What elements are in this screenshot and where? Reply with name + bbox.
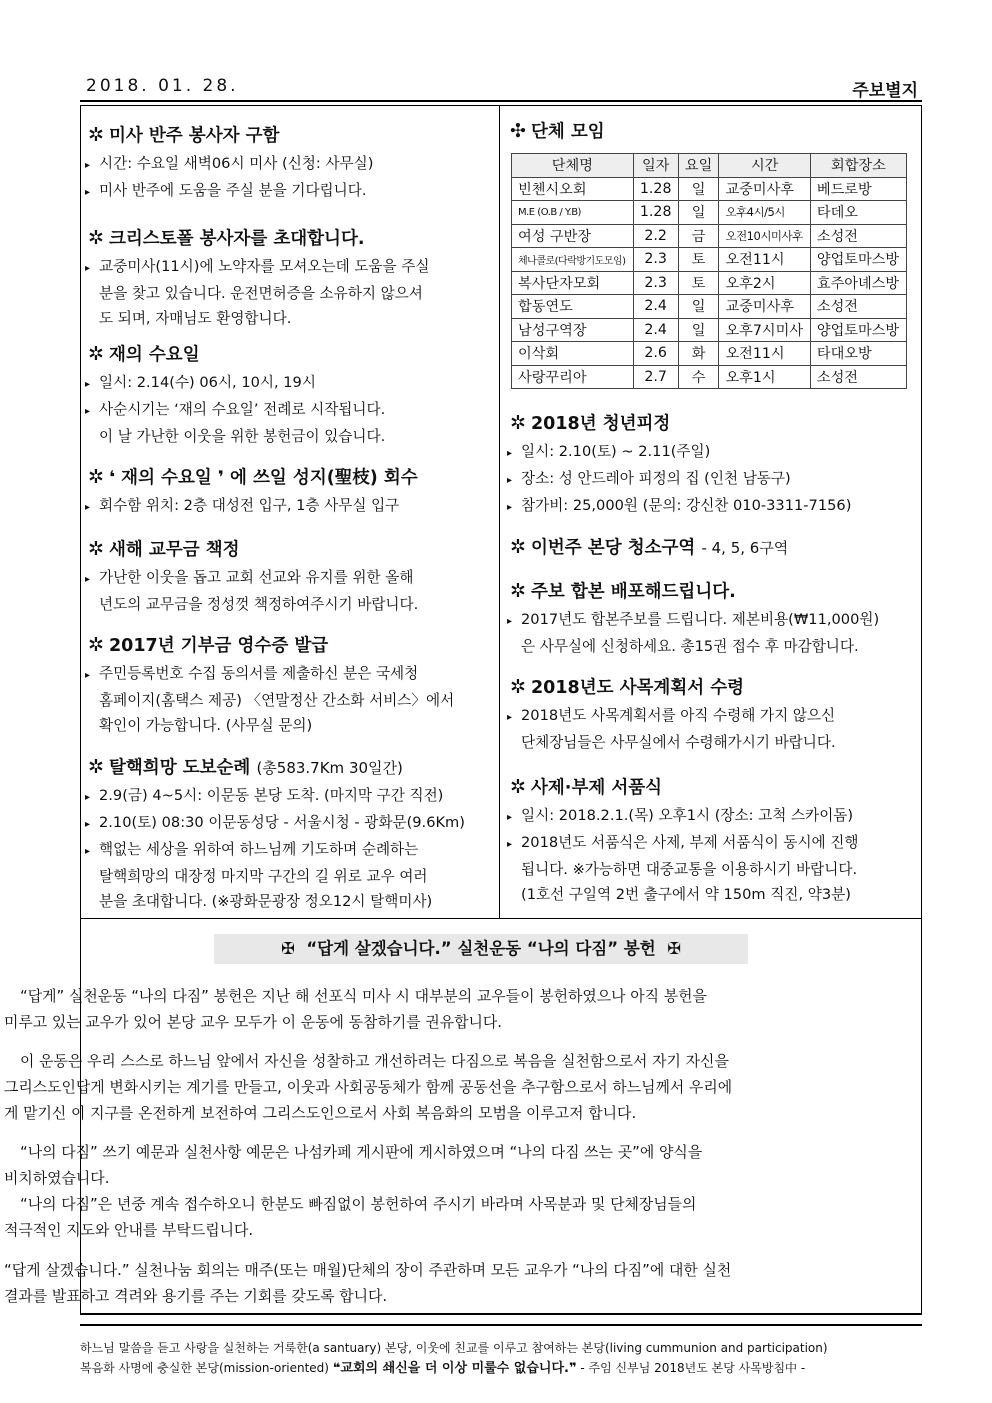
bullet-continuation: 확인이 가능합니다. (사무실 문의) <box>99 717 313 734</box>
table-cell: 효주아녜스방 <box>810 271 906 295</box>
bullet-line: ▸ 장소: 성 안드레아 피정의 집 (인천 남동구) <box>507 466 917 493</box>
bullet-icon: ▸ <box>85 792 91 803</box>
table-cell: 오전11시 <box>719 248 810 272</box>
bullet-icon: ▸ <box>85 670 91 681</box>
table-cell: 타대오방 <box>810 342 906 366</box>
bullet-continuation: 분을 초대합니다. (※광화문광장 정오12시 탈핵미사) <box>99 893 433 910</box>
bullet-continuation: 년도의 교무금을 정성껏 책정하여주시기 바랍니다. <box>99 596 419 613</box>
table-cell: 2.7 <box>633 365 678 389</box>
pledge-paragraph <box>4 983 836 1035</box>
section-star-icon: ✲ <box>88 634 104 656</box>
paragraph-line: 미루고 있는 교우가 있어 본당 교우 모두가 이 운동에 동참하기를 권유합니다. <box>4 1013 502 1031</box>
table-row <box>512 365 907 389</box>
section-title: ✲ 2018년도 사목계획서 수령 <box>507 672 917 703</box>
notice-section <box>85 120 495 205</box>
table-cell: 토 <box>678 271 719 295</box>
table-cell: 합동연도 <box>512 295 634 319</box>
bullet-icon: ▸ <box>85 502 91 513</box>
section-star-icon: ✲ <box>88 124 104 146</box>
table-cell: 체나콜로(다락방기도모임) <box>512 248 634 272</box>
bullet-continuation: 분을 찾고 있습니다. 운전면허증을 소유하지 않으셔 <box>99 285 423 302</box>
section-star-icon: ✲ <box>510 412 526 434</box>
footer-mission: 복음화 사명에 충실한 본당(mission-oriented) ❝교회의 쇄신을 더 이상 미룰수 없습니다.❞ - 주임 신부님 2018년도 본당 사목방침中 - <box>80 1361 806 1376</box>
table-cell: 베드로방 <box>810 177 906 201</box>
bullet-line: ▸ 2.9(금) 4~5시: 이문동 본당 도착. (마지막 구간 직전) <box>85 783 495 810</box>
table-cell: 소성전 <box>810 295 906 319</box>
bulletin-label: 주보별지 <box>852 81 918 101</box>
section-title: ✲ 2018년 청년피정 <box>507 408 917 439</box>
pledge-banner <box>214 934 748 964</box>
section-star-icon: ✲ <box>510 776 526 798</box>
table-cell: 양업토마스방 <box>810 318 906 342</box>
table-cell: 금 <box>678 224 719 248</box>
table-header: 단체명 <box>512 154 634 178</box>
cross-icon: ✠ <box>667 939 681 958</box>
bullet-icon: ▸ <box>85 160 91 171</box>
bullet-icon: ▸ <box>507 712 513 723</box>
bullet-line: ▸ 사순시기는 ‘재의 수요일’ 전례로 시작됩니다. <box>85 397 495 424</box>
paragraph-line: 게 맡기신 이 지구를 온전하게 보전하여 그리스도인으로서 사회 복음화의 모범을 이루고저 합니다. <box>4 1104 637 1122</box>
bullet-icon: ▸ <box>85 846 91 857</box>
section-title: ✲ 이번주 본당 청소구역 - 4, 5, 6구역 <box>507 532 917 563</box>
table-cell: 화 <box>678 342 719 366</box>
pledge-paragraph <box>4 1048 836 1126</box>
section-star-icon: ✲ <box>88 538 104 560</box>
table-row <box>512 248 907 272</box>
cross-icon: ✠ <box>281 939 295 958</box>
bullet-line: ▸ 교중미사(11시)에 노약자를 모셔오는데 도움을 주실 <box>85 254 495 281</box>
notice-section <box>85 752 495 914</box>
footer-emphasis: ❝교회의 쇄신을 더 이상 미룰수 없습니다.❞ <box>332 1361 577 1376</box>
paragraph-line: 적극적인 지도와 안내를 부탁드립니다. <box>4 1221 254 1239</box>
main-content-box <box>80 105 922 919</box>
table-cell: 오후1시 <box>719 365 810 389</box>
bullet-line: ▸ 일시: 2018.2.1.(목) 오후1시 (장소: 고척 스카이돔) <box>507 803 917 830</box>
table-cell: 이삭회 <box>512 342 634 366</box>
section-title: ✲ 사제·부제 서품식 <box>507 772 917 803</box>
table-cell: 토 <box>678 248 719 272</box>
bullet-icon: ▸ <box>85 187 91 198</box>
flower-icon: ✣ <box>510 120 526 142</box>
notice-section <box>85 534 495 617</box>
section-star-icon: ✲ <box>510 580 526 602</box>
bullet-icon: ▸ <box>507 475 513 486</box>
bullet-line: ▸ 핵없는 세상을 위하여 하느님께 기도하며 순례하는 <box>85 837 495 864</box>
bullet-icon: ▸ <box>85 819 91 830</box>
table-cell: 오전10시미사후 <box>719 224 810 248</box>
paragraph-line: “나의 다짐” 쓰기 예문과 실천사항 예문은 나섬카페 게시판에 게시하였으며 “나의 다짐 쓰는 곳”에 양식을 <box>20 1143 703 1161</box>
bullet-line: ▸ 시간: 수요일 새벽06시 미사 (신청: 사무실) <box>85 151 495 178</box>
table-cell: 수 <box>678 365 719 389</box>
table-cell: 빈첸시오회 <box>512 177 634 201</box>
table-cell: 교중미사후 <box>719 177 810 201</box>
section-title: ✣ 단체 모임 <box>507 116 917 147</box>
bullet-line: ▸ 주민등록번호 수집 동의서를 제출하신 분은 국세청 <box>85 661 495 688</box>
notice-section <box>85 630 495 738</box>
table-cell: 오후4시/5시 <box>719 201 810 225</box>
bullet-line: ▸ 미사 반주에 도움을 주실 분을 기다립니다. <box>85 178 495 205</box>
section-star-icon: ✲ <box>510 676 526 698</box>
table-cell: 2.3 <box>633 271 678 295</box>
section-title: ✲ 새해 교무금 책정 <box>85 534 495 565</box>
notice-section <box>507 532 917 563</box>
table-row <box>512 271 907 295</box>
table-cell: 사랑꾸리아 <box>512 365 634 389</box>
table-cell: 일 <box>678 177 719 201</box>
page-footer <box>80 1324 922 1379</box>
bullet-line: ▸ 2018년도 서품식은 사제, 부제 서품식이 동시에 진행 <box>507 830 917 857</box>
table-cell: 2.4 <box>633 318 678 342</box>
bullet-line: ▸ 일시: 2.10(토) ~ 2.11(주일) <box>507 439 917 466</box>
page-header <box>80 74 922 102</box>
paragraph-line: 비치하였습니다. <box>4 1169 110 1187</box>
table-cell: M.E (O.B / Y.B) <box>512 201 634 225</box>
bullet-continuation: 홈페이지(홈택스 제공) 〈연말정산 간소화 서비스〉에서 <box>99 692 455 709</box>
notice-section <box>507 672 917 755</box>
pledge-paragraph <box>4 1257 836 1309</box>
table-cell: 2.2 <box>633 224 678 248</box>
table-header: 요일 <box>678 154 719 178</box>
paragraph-line: 그리스도인답게 변화시키는 계기를 만들고, 이웃과 사회공동체가 함께 공동선을 추구함으로서 하느님께서 우리에 <box>4 1078 733 1096</box>
groups-section <box>507 116 917 389</box>
table-row <box>512 224 907 248</box>
section-title: ✲ 크리스토폴 봉사자를 초대합니다. <box>85 223 495 254</box>
bullet-icon: ▸ <box>85 574 91 585</box>
bullet-line: ▸ 일시: 2.14(수) 06시, 10시, 19시 <box>85 370 495 397</box>
table-cell: 남성구역장 <box>512 318 634 342</box>
notice-section <box>85 223 495 331</box>
bullet-continuation: (1호선 구일역 2번 출구에서 약 150m 직진, 약3분) <box>521 886 851 903</box>
paragraph-line: “나의 다짐”은 년중 계속 접수하오니 한분도 빠짐없이 봉헌하여 주시기 바라며 사목분과 및 단체장님들의 <box>20 1195 697 1213</box>
table-cell: 오후7시미사 <box>719 318 810 342</box>
table-cell: 일 <box>678 295 719 319</box>
table-row <box>512 295 907 319</box>
groups-table <box>511 153 907 389</box>
pledge-paragraph <box>4 1139 836 1243</box>
section-title: ✲ 미사 반주 봉사자 구함 <box>85 120 495 151</box>
section-star-icon: ✲ <box>88 227 104 249</box>
paragraph-line: 결과를 발표하고 격려와 용기를 주는 기회를 갖도록 합니다. <box>4 1287 388 1305</box>
footer-motto: 하느님 말씀을 듣고 사랑을 실천하는 거룩한(a santuary) 본당, 이웃에 친교를 이루고 참여하는 본당(living cummunion and participation) <box>80 1341 828 1355</box>
table-row <box>512 342 907 366</box>
section-star-icon: ✲ <box>88 466 104 488</box>
bullet-icon: ▸ <box>85 406 91 417</box>
notice-section <box>507 408 917 520</box>
table-cell: 타데오 <box>810 201 906 225</box>
section-title: ✲ 재의 수요일 <box>85 339 495 370</box>
bullet-icon: ▸ <box>85 263 91 274</box>
banner-title: “답게 살겠습니다.” 실천운동 “나의 다짐” 봉헌 <box>306 939 656 958</box>
table-cell: 일 <box>678 318 719 342</box>
bullet-icon: ▸ <box>507 616 513 627</box>
bullet-line: ▸ 회수함 위치: 2층 대성전 입구, 1층 사무실 입구 <box>85 493 495 520</box>
bullet-line: ▸ 참가비: 25,000원 (문의: 강신찬 010-3311-7156) <box>507 493 917 520</box>
column-divider <box>499 106 500 918</box>
section-subtitle: - 4, 5, 6구역 <box>701 539 789 557</box>
table-row <box>512 318 907 342</box>
bullet-line: ▸ 2017년도 합본주보를 드립니다. 제본비용(₩11,000원) <box>507 607 917 634</box>
section-star-icon: ✲ <box>88 756 104 778</box>
table-row <box>512 177 907 201</box>
bullet-icon: ▸ <box>507 812 513 823</box>
paragraph-line: 이 운동은 우리 스스로 하느님 앞에서 자신을 성찰하고 개선하려는 다짐으로 복음을 실천함으로서 자기 자신을 <box>20 1052 729 1070</box>
section-title: ✲ 주보 합본 배포해드립니다. <box>507 576 917 607</box>
table-row <box>512 201 907 225</box>
section-title: ✲ 탈핵희망 도보순례 (총583.7Km 30일간) <box>85 752 495 783</box>
notice-section <box>507 576 917 659</box>
bullet-line: ▸ 가난한 이웃을 돕고 교회 선교와 유지를 위한 올해 <box>85 565 495 592</box>
section-title: ✲ ❛ 재의 수요일 ❜ 에 쓰일 성지(聖枝) 회수 <box>85 462 495 493</box>
table-cell: 1.28 <box>633 201 678 225</box>
table-cell: 오전11시 <box>719 342 810 366</box>
table-cell: 소성전 <box>810 365 906 389</box>
bullet-icon: ▸ <box>507 502 513 513</box>
bullet-continuation: 이 날 가난한 이웃을 위한 봉헌금이 있습니다. <box>99 428 386 445</box>
table-cell: 소성전 <box>810 224 906 248</box>
table-cell: 오후2시 <box>719 271 810 295</box>
section-star-icon: ✲ <box>88 343 104 365</box>
table-cell: 2.3 <box>633 248 678 272</box>
bullet-icon: ▸ <box>507 448 513 459</box>
table-cell: 양업토마스방 <box>810 248 906 272</box>
notice-section <box>85 339 495 449</box>
bullet-continuation: 탈핵희망의 대장정 마지막 구간의 길 위로 교우 여러 <box>99 868 428 885</box>
notice-section <box>507 772 917 907</box>
section-title: ✲ 2017년 기부금 영수증 발급 <box>85 630 495 661</box>
bullet-continuation: 단체장님들은 사무실에서 수령해가시기 바랍니다. <box>521 734 836 751</box>
bullet-line: ▸ 2.10(토) 08:30 이문동성당 - 서울시청 - 광화문(9.6Km) <box>85 810 495 837</box>
bullet-continuation: 은 사무실에 신청하세요. 총15권 접수 후 마감합니다. <box>521 638 859 655</box>
table-cell: 2.6 <box>633 342 678 366</box>
table-cell: 교중미사후 <box>719 295 810 319</box>
bullet-icon: ▸ <box>85 379 91 390</box>
bullet-icon: ▸ <box>507 839 513 850</box>
paragraph-line: “답게” 실천운동 “나의 다짐” 봉헌은 지난 해 선포식 미사 시 대부분의 교우들이 봉헌하였으나 아직 봉헌을 <box>20 987 707 1005</box>
table-header: 회합장소 <box>810 154 906 178</box>
bullet-line: ▸ 2018년도 사목계획서를 아직 수령해 가지 않으신 <box>507 703 917 730</box>
table-header: 일자 <box>633 154 678 178</box>
table-cell: 일 <box>678 201 719 225</box>
table-cell: 1.28 <box>633 177 678 201</box>
table-cell: 여성 구반장 <box>512 224 634 248</box>
bulletin-date: 2018. 01. 28. <box>86 76 239 96</box>
table-cell: 2.4 <box>633 295 678 319</box>
notice-section <box>85 462 495 520</box>
paragraph-line: “답게 살겠습니다.” 실천나눔 회의는 매주(또는 매월)단체의 장이 주관하며 모든 교우가 “나의 다짐”에 대한 실천 <box>4 1261 732 1279</box>
table-header: 시간 <box>719 154 810 178</box>
bullet-continuation: 됩니다. ※가능하면 대중교통을 이용하시기 바랍니다. <box>521 861 858 878</box>
table-cell: 복사단자모회 <box>512 271 634 295</box>
bullet-continuation: 도 되며, 자매님도 환영합니다. <box>99 310 292 327</box>
section-subtitle: (총583.7Km 30일간) <box>256 759 403 777</box>
section-star-icon: ✲ <box>510 536 526 558</box>
